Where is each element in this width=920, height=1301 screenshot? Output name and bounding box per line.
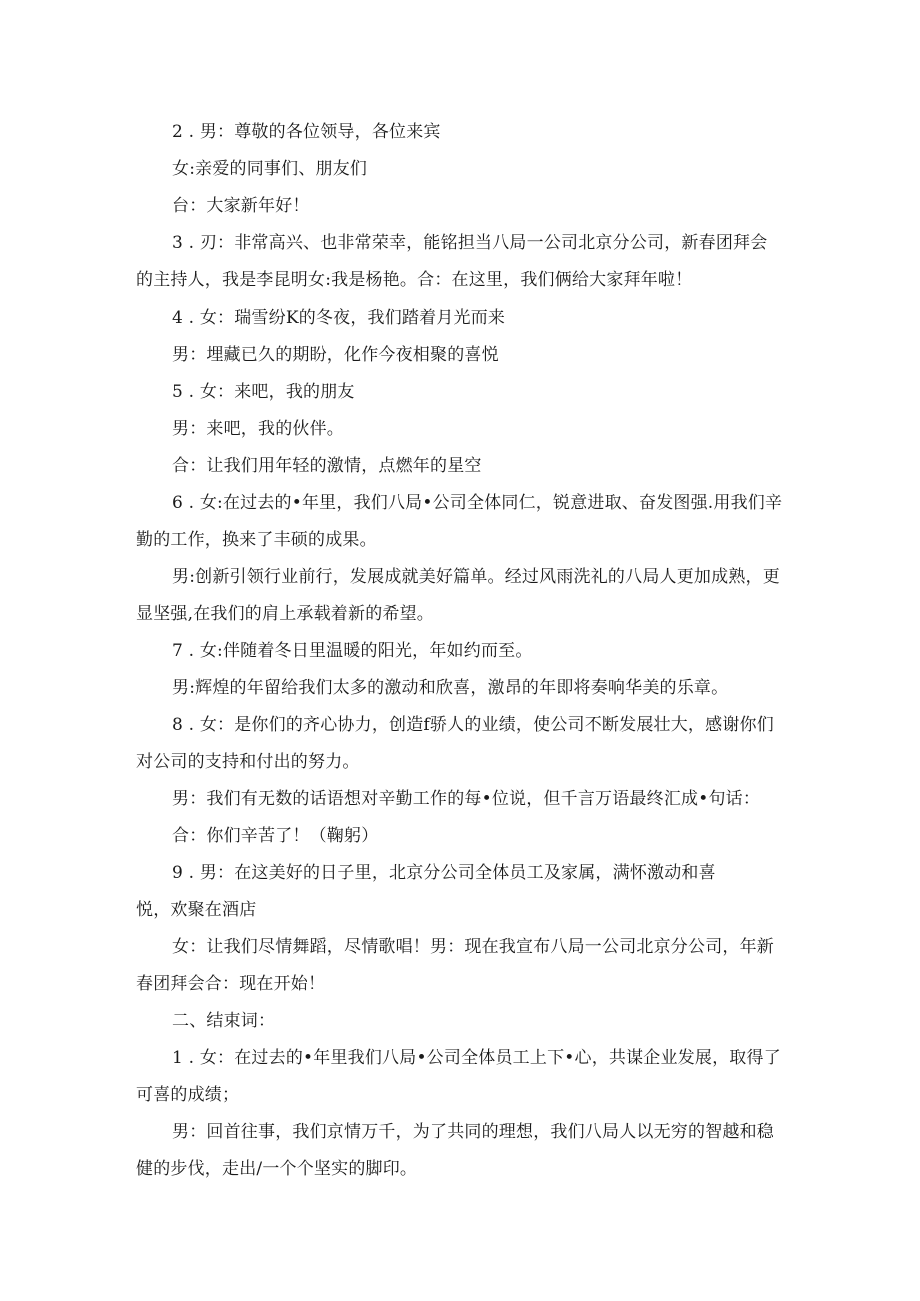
paragraph-line: 男:创新引领行业前行，发展成就美好篇单。经过风雨洗礼的八局人更加成熟，更 (172, 567, 780, 587)
paragraph-line: 男:辉煌的年留给我们太多的激动和欣喜，激昂的年即将奏响华美的乐章。 (172, 678, 729, 698)
paragraph-line: 男：回首往事，我们京情万千，为了共同的理想，我们八局人以无穷的智越和稳 (172, 1122, 774, 1142)
section-heading: 二、结束词： (172, 1011, 276, 1031)
paragraph-line: 6 . 女:在过去的•年里，我们八局•公司全体同仁，锐意进取、奋发图强.用我们辛 (172, 493, 783, 513)
paragraph-line: 3 . 刃：非常高兴、也非常荣幸，能铭担当八局一公司北京分公司，新春团拜会 (172, 233, 768, 253)
paragraph-line: 的主持人，我是李昆明女:我是杨艳。合：在这里，我们俩给大家拜年啦！ (136, 270, 693, 290)
paragraph-line: 男：来吧，我的伙伴。 (172, 419, 344, 439)
paragraph-line: 1 . 女：在过去的•年里我们八局•公司全体员工上下•心，共谋企业发展，取得了 (172, 1048, 781, 1068)
paragraph-line: 8 . 女：是你们的齐心协力，创造f骄人的业绩，使公司不断发展壮大，感谢你们 (172, 715, 774, 735)
paragraph-line: 合：你们辛苦了！（鞠躬） (172, 826, 379, 846)
paragraph-line: 女：让我们尽情舞蹈，尽情歌唱！男：现在我宣布八局一公司北京分公司，年新 (172, 937, 774, 957)
paragraph-line: 9 . 男：在这美好的日子里，北京分公司全体员工及家属，满怀激动和喜 (172, 863, 716, 883)
paragraph-line: 悦，欢聚在酒店 (136, 900, 257, 920)
paragraph-line: 勤的工作，换来了丰硕的成果。 (136, 530, 377, 550)
paragraph-line: 男：我们有无数的话语想对辛勤工作的每•位说，但千言万语最终汇成•句话： (172, 789, 761, 809)
paragraph-line: 可喜的成绩； (136, 1085, 240, 1105)
paragraph-line: 合：让我们用年轻的激情，点燃年的星空 (172, 456, 482, 476)
paragraph-line: 健的步伐，走出/一个个坚实的脚印。 (136, 1159, 418, 1179)
paragraph-line: 对公司的支持和付出的努力。 (136, 752, 360, 772)
paragraph-line: 男：埋藏已久的期盼，化作今夜相聚的喜悦 (172, 345, 499, 365)
paragraph-line: 2 . 男：尊敬的各位领导，各位来宾 (172, 122, 441, 142)
paragraph-line: 女:亲爱的同事们、朋友们 (172, 159, 368, 179)
paragraph-line: 台：大家新年好！ (172, 196, 310, 216)
paragraph-line: 4 . 女：瑞雪纷K的冬夜，我们踏着月光而来 (172, 308, 506, 328)
paragraph-line: 春团拜会合：现在开始！ (136, 974, 326, 994)
paragraph-line: 显坚强,在我们的肩上承载着新的希望。 (136, 604, 435, 624)
paragraph-line: 7 . 女:伴随着冬日里温暖的阳光，年如约而至。 (172, 641, 533, 661)
paragraph-line: 5 . 女：来吧，我的朋友 (172, 382, 355, 402)
